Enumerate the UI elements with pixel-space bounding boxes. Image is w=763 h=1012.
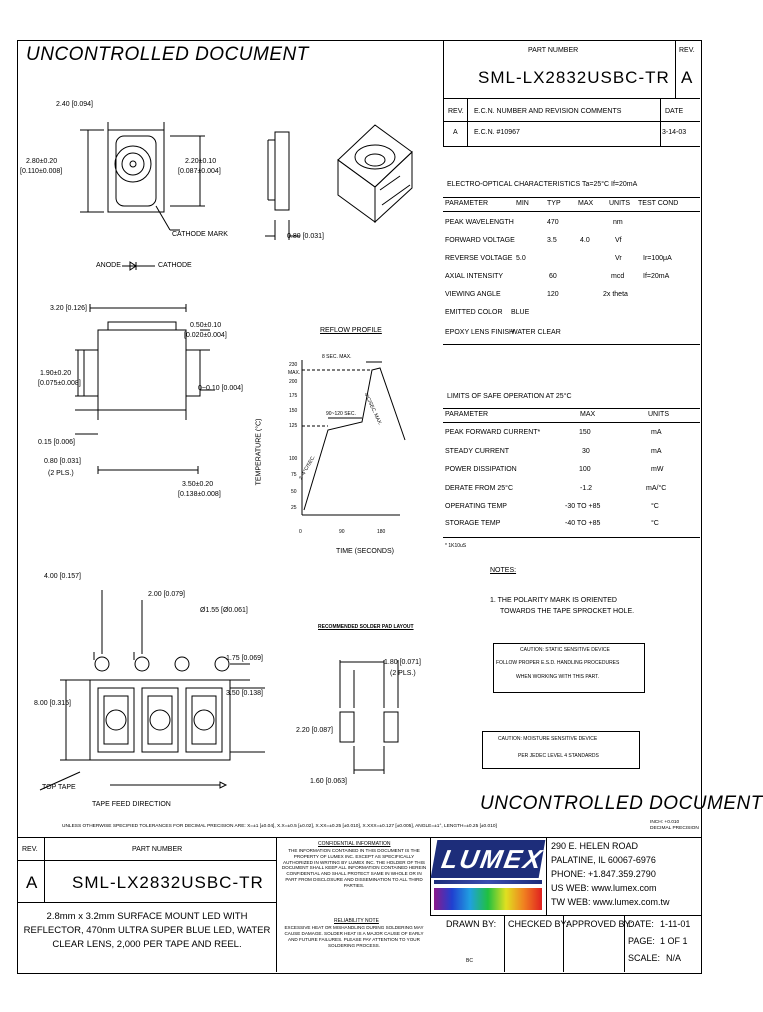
- safe-row: STORAGE TEMP -40 TO +85 °C: [445, 520, 659, 527]
- eo-row: REVERSE VOLTAGE 5.0 Vr Ir=100μA: [445, 255, 672, 262]
- dim-body-h-in: [0.075±0.008]: [38, 380, 81, 387]
- reflow-xtick: 0: [299, 529, 302, 535]
- tape-hole-dia: Ø1.55 [Ø0.061]: [200, 607, 248, 614]
- tape-feed: TAPE FEED DIRECTION: [92, 801, 171, 808]
- scale-label: SCALE:: [628, 953, 661, 963]
- safe-header-row: PARAMETER MAX UNITS: [445, 411, 669, 418]
- part-number: SML-LX2832USBC-TR: [478, 68, 670, 87]
- reflow-xlabel: TIME (SECONDS): [336, 548, 394, 555]
- tb-rev: A: [26, 873, 39, 892]
- dim-lead-width-in: [0.020±0.004]: [184, 332, 227, 339]
- spectrum-bar: [434, 888, 542, 910]
- safe-footnote: * 1K10uS: [445, 543, 467, 549]
- esd-line-3: WHEN WORKING WITH THIS PART.: [516, 674, 600, 680]
- eo-header-row: PARAMETER MIN TYP MAX UNITS TEST COND: [445, 200, 679, 207]
- drawn-value: BC: [466, 958, 473, 964]
- reflow-tick: 200: [289, 379, 298, 385]
- rev-col-header: REV.: [448, 108, 464, 115]
- eo-title: ELECTRO-OPTICAL CHARACTERISTICS Ta=25°C If=20mA: [447, 181, 638, 188]
- cathode-label: CATHODE: [158, 262, 192, 269]
- safe-title: LIMITS OF SAFE OPERATION AT 25°C: [447, 393, 572, 400]
- dim-width-top: 2.40 [0.094]: [56, 101, 93, 108]
- anode-label: ANODE: [96, 262, 121, 269]
- tape-pitch: 4.00 [0.157]: [44, 573, 81, 580]
- scale-value: N/A: [666, 953, 682, 963]
- reflow-8sec: 8 SEC. MAX.: [322, 354, 352, 360]
- rev-value: A: [681, 68, 694, 87]
- tape-hole-offset: 1.75 [0.069]: [226, 655, 263, 662]
- dim-total-len-in: [0.138±0.008]: [178, 491, 221, 498]
- solder-pad-right: [384, 712, 398, 742]
- eo-row: AXIAL INTENSITY 60 mcd If=20mA: [445, 273, 670, 280]
- solder-pls: (2 PLS.): [390, 670, 416, 677]
- safe-row: OPERATING TEMP -30 TO +85 °C: [445, 503, 659, 510]
- tb-rev-label: REV.: [22, 846, 38, 853]
- reflow-curve: [304, 368, 405, 510]
- dim-total-len: 3.50±0.20: [182, 481, 214, 488]
- esd-line-2: FOLLOW PROPER E.S.D. HANDLING PROCEDURES: [496, 660, 620, 666]
- safe-row: POWER DISSIPATION 100 mW: [445, 466, 664, 473]
- reflow-tick: 100: [289, 456, 298, 462]
- part-number-label: PART NUMBER: [528, 47, 579, 54]
- part-description: 2.8mm x 3.2mm SURFACE MOUNT LED WITH REFLECTOR, 470nm ULTRA SUPER BLUE LED, WATER CLEAR LENS, 2,000 PER TAPE AND REEL.: [23, 911, 271, 950]
- solder-pad-left: [340, 712, 354, 742]
- dim-height-right: 2.20±0.10: [185, 158, 217, 165]
- lumex-logo: LUMEX: [431, 840, 546, 878]
- reliab-title: RELIABILITY NOTE: [334, 918, 379, 924]
- solder-title: RECOMMENDED SOLDER PAD LAYOUT: [318, 624, 414, 630]
- dim-height-right-in: [0.087±0.004]: [178, 168, 221, 175]
- note-1a: 1. THE POLARITY MARK IS ORIENTED: [490, 597, 617, 604]
- note-1b: TOWARDS THE TAPE SPROCKET HOLE.: [500, 608, 635, 615]
- reflow-ramp-down: 4°C/SEC. MAX.: [362, 392, 383, 427]
- date-label: DATE:: [628, 919, 654, 929]
- safe-table: [443, 408, 700, 538]
- dim-pls: (2 PLS.): [48, 470, 74, 477]
- esd-line-1: CAUTION: STATIC SENSITIVE DEVICE: [520, 647, 610, 653]
- lumex-logo-bar: [434, 880, 542, 884]
- cathode-mark-label: CATHODE MARK: [172, 231, 228, 238]
- revision-date: 3-14-03: [662, 129, 687, 136]
- reflow-xtick: 180: [377, 529, 386, 535]
- tape-strip: [90, 680, 230, 760]
- reflow-tick: 175: [289, 393, 298, 399]
- moisture-line-1: CAUTION: MOISTURE SENSITIVE DEVICE: [498, 736, 598, 742]
- phone: PHONE: +1.847.359.2790: [551, 869, 656, 879]
- rev-label: REV.: [679, 47, 695, 54]
- tape-top-tape: TOP TAPE: [42, 784, 76, 791]
- safe-row: PEAK FORWARD CURRENT* 150 mA: [445, 429, 662, 436]
- reflow-title: REFLOW PROFILE: [320, 327, 382, 334]
- reflow-tick-230: 230: [289, 362, 298, 368]
- reflow-tick: 150: [289, 408, 298, 414]
- checked-label: CHECKED BY:: [508, 919, 569, 929]
- revision-rev: A: [453, 129, 458, 136]
- eo-row: EPOXY LENS FINISH WATER CLEAR: [445, 329, 561, 336]
- tape-hole-pitch: 2.00 [0.079]: [148, 591, 185, 598]
- reliab-text: EXCESSIVE HEAT OR MISHANDLING DURING SOLDERING MAY CAUSE DAMAGE. SOLDER HEAT IS A MAJOR CAUSE OF EARLY AND FUTURE FAILURES. PLEASE PAY ATTENTION TO YOUR SOLDERING PROCESS.: [284, 925, 424, 948]
- reflow-ramp-up: 2~4°C/SEC.: [298, 454, 317, 481]
- uncontrolled-header: UNCONTROLLED DOCUMENT: [26, 44, 309, 65]
- tb-part-label: PART NUMBER: [132, 846, 183, 853]
- dim-height-left: 2.80±0.20: [26, 158, 58, 165]
- tolerance-note: UNLESS OTHERWISE SPECIFIED TOLERANCES FOR DECIMAL PRECISION ARE: X=±1 [±0.04], X.X=±0.5 [±0.02], X.XX=±0.25 [±0.010], X.XXX=±0.127 [±0.005], ANGLE=±1°, LENGTH=±0.25 [±0.010]: [62, 824, 497, 829]
- dim-thickness: 0.80 [0.031]: [287, 233, 324, 240]
- eo-row: FORWARD VOLTAGE 3.5 4.0 Vf: [445, 237, 622, 244]
- safe-row: DERATE FROM 25°C -1.2 mA/°C: [445, 485, 667, 492]
- conf-title: CONFIDENTIAL INFORMATION: [318, 841, 391, 847]
- us-web: US WEB: www.lumex.com: [551, 883, 657, 893]
- reflow-tick: 25: [291, 505, 297, 511]
- dim-side-width: 3.20 [0.126]: [50, 305, 87, 312]
- conf-text: THE INFORMATION CONTAINED IN THIS DOCUMENT IS THE PROPERTY OF LUMEX INC. EXCEPT AS SPECIFICALLY AUTHORIZED IN WRITING BY LUMEX INC. THE HOLDER OF THIS DOCUMENT SHALL KEEP ALL INFORMATION CONTAINED HEREIN CONFIDENTIAL AND SHALL PROTECT SAME IN WHOLE OR IN PART FROM DISCLOSURE AND DISSEMINATION TO ALL THIRD PARTIES.: [281, 848, 427, 888]
- page-label: PAGE:: [628, 936, 655, 946]
- dim-lead-t: 0~0.10 [0.004]: [198, 385, 243, 392]
- inch-note: INCH: +0.010 DECIMAL PRECISION: [650, 820, 699, 831]
- eo-row: EMITTED COLOR BLUE: [445, 309, 530, 316]
- eo-row: VIEWING ANGLE 120 2x theta: [445, 291, 628, 298]
- reflow-tick: 125: [289, 423, 298, 429]
- drawn-label: DRAWN BY:: [446, 919, 497, 929]
- ecn-col-header: E.C.N. NUMBER AND REVISION COMMENTS: [474, 108, 622, 115]
- date-col-header: DATE: [665, 108, 684, 115]
- addr-1: 290 E. HELEN ROAD: [551, 841, 639, 851]
- eo-table: [443, 197, 700, 345]
- dim-lead-width: 0.50±0.10: [190, 322, 222, 329]
- tb-part-number: SML-LX2832USBC-TR: [72, 873, 264, 892]
- moisture-line-2: PER JEDEC LEVEL 4 STANDARDS: [518, 753, 599, 759]
- dim-height-left-in: [0.110±0.008]: [20, 168, 63, 175]
- reflow-tick: 75: [291, 472, 297, 478]
- notes-title: NOTES:: [490, 567, 517, 574]
- reflow-xtick: 90: [339, 529, 345, 535]
- tw-web: TW WEB: www.lumex.com.tw: [551, 897, 670, 907]
- uncontrolled-footer: UNCONTROLLED DOCUMENT: [480, 793, 763, 814]
- dim-lead-len: 0.15 [0.006]: [38, 439, 75, 446]
- solder-gap: 1.60 [0.063]: [310, 778, 347, 785]
- reflow-ylabel: TEMPERATURE (°C): [255, 418, 263, 486]
- reflow-90sec: 90~120 SEC.: [326, 411, 356, 417]
- page-value: 1 OF 1: [660, 936, 688, 946]
- approved-label: APPROVED BY:: [566, 919, 633, 929]
- safe-row: STEADY CURRENT 30 mA: [445, 448, 662, 455]
- revision-ecn: E.C.N. #10967: [474, 129, 520, 136]
- tape-pocket: 3.50 [0.138]: [226, 690, 263, 697]
- date-value: 1-11-01: [660, 919, 691, 929]
- solder-pad-w: 1.80 [0.071]: [384, 659, 421, 666]
- reflow-max: MAX.: [288, 370, 301, 376]
- dim-body-h: 1.90±0.20: [40, 370, 72, 377]
- tape-width: 8.00 [0.315]: [34, 700, 71, 707]
- eo-row: PEAK WAVELENGTH 470 nm: [445, 219, 623, 226]
- solder-height: 2.20 [0.087]: [296, 727, 333, 734]
- addr-2: PALATINE, IL 60067-6976: [551, 855, 656, 865]
- dim-pad-len: 0.80 [0.031]: [44, 458, 81, 465]
- reflow-tick: 50: [291, 489, 297, 495]
